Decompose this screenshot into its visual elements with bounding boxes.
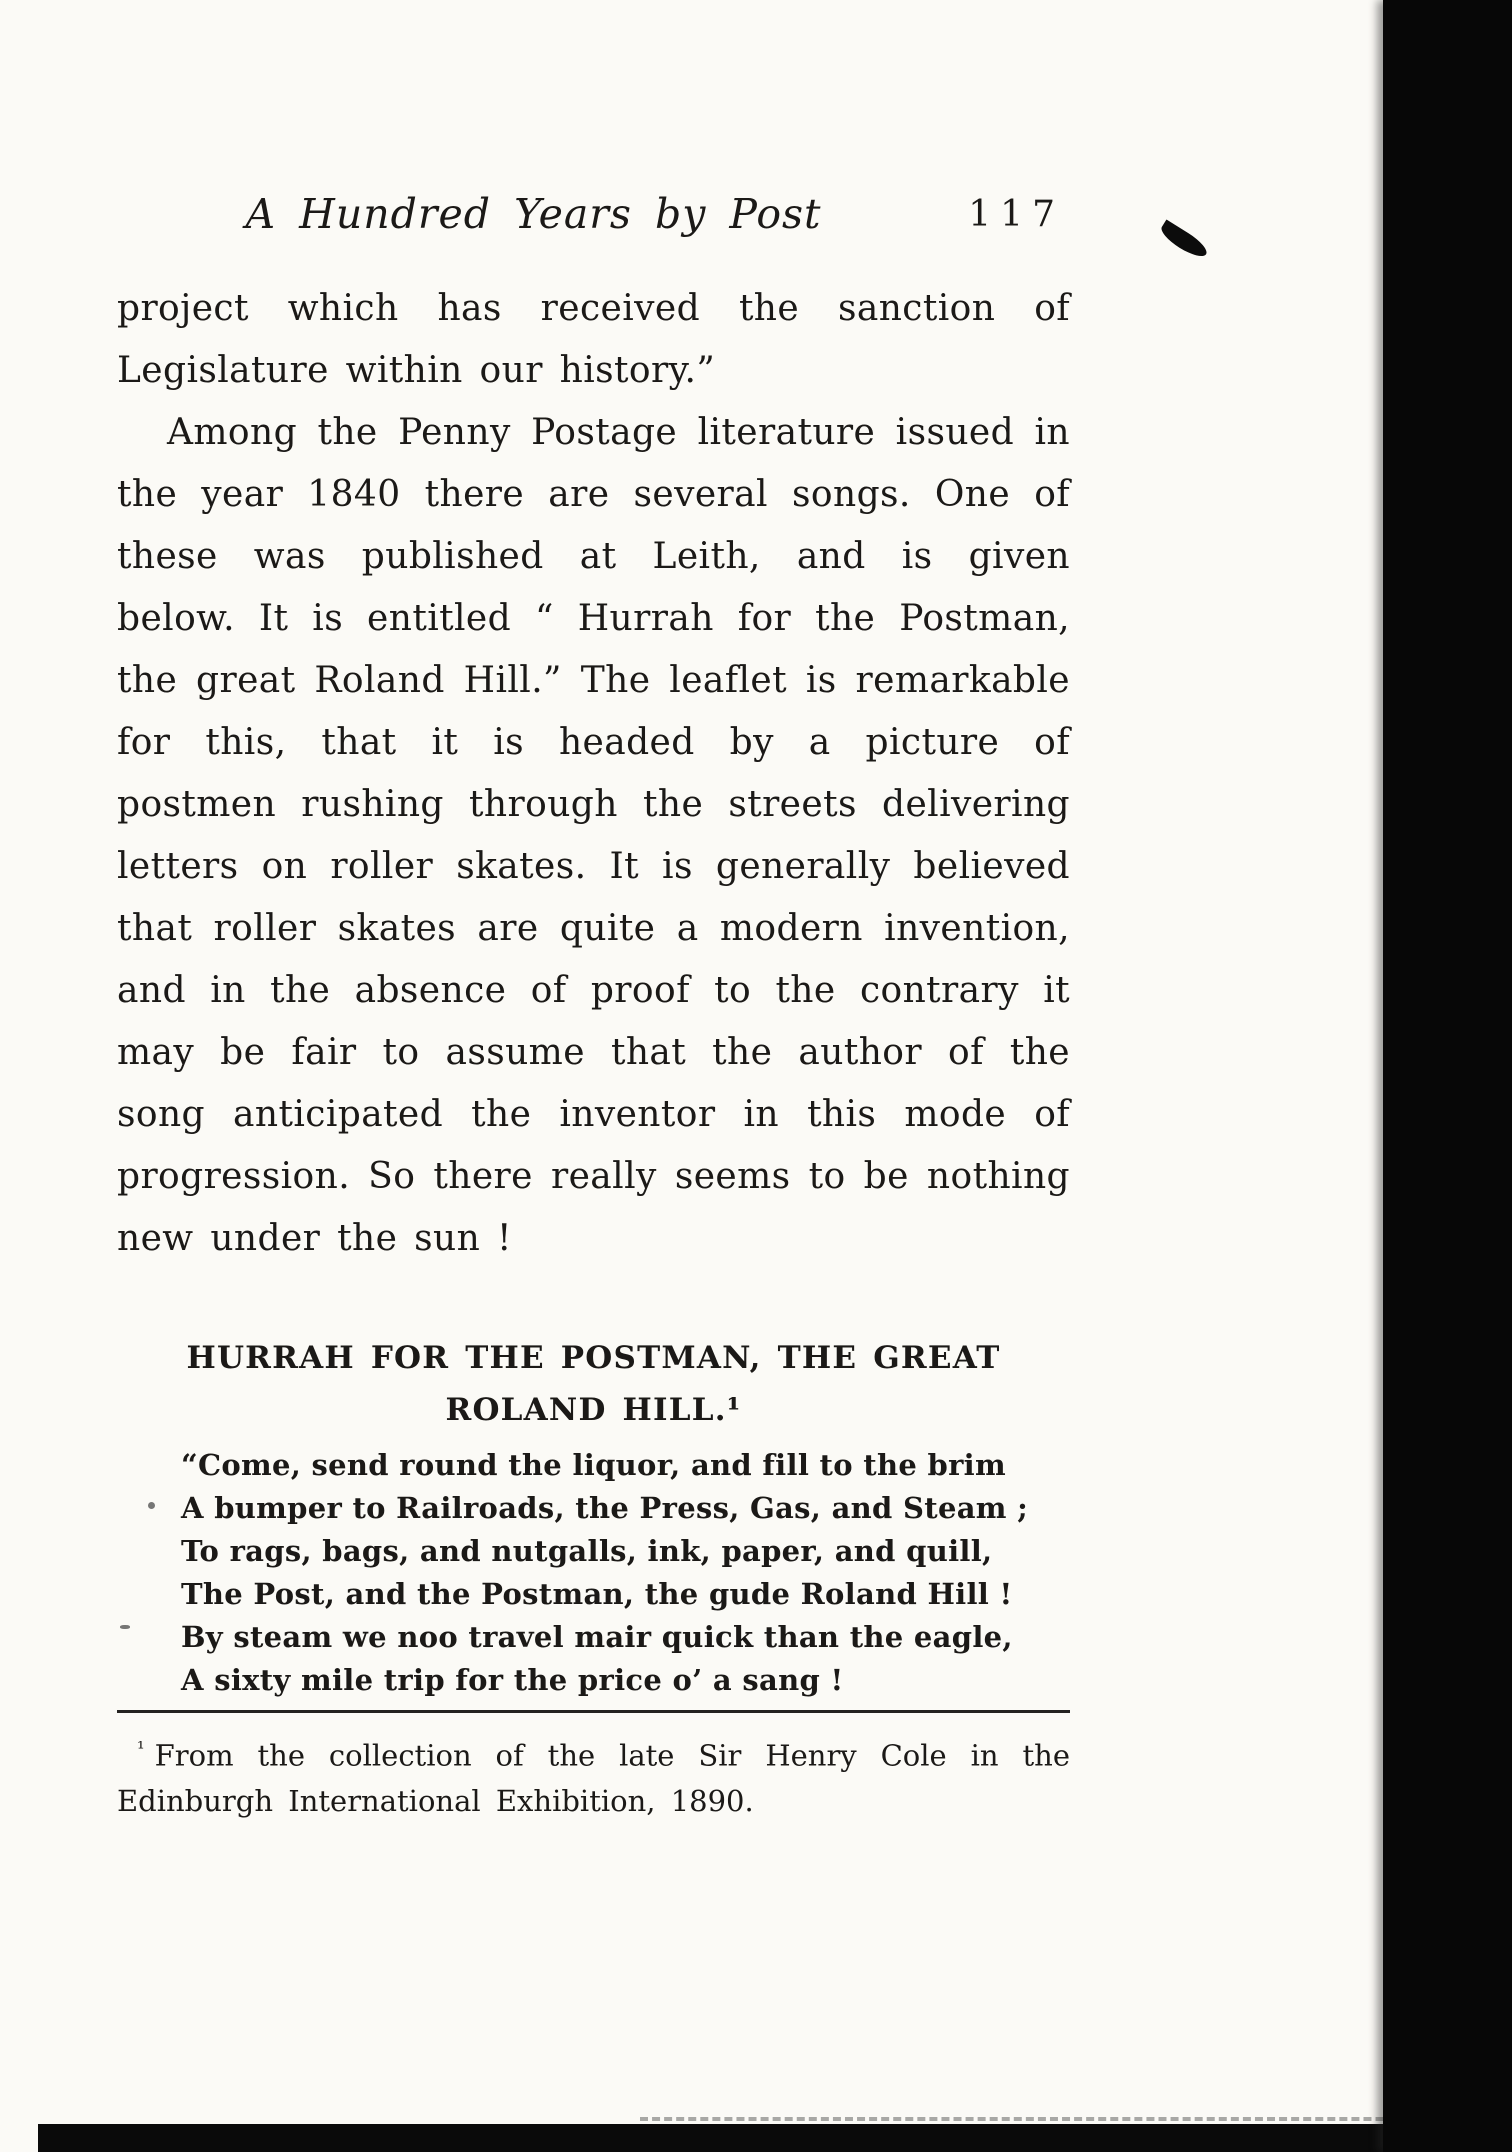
ink-blot-mark xyxy=(1157,220,1210,262)
song-heading xyxy=(117,1332,1070,1436)
song-heading-line-2: ROLAND HILL.¹ xyxy=(445,1392,742,1428)
scan-edge-right xyxy=(1383,0,1512,2152)
verse-line: By steam we noo travel mair quick than the eagle, xyxy=(181,1620,1013,1654)
verse-line: The Post, and the Postman, the gude Roland Hill ! xyxy=(181,1577,1013,1611)
footnote-marker: ¹ xyxy=(137,1738,145,1760)
footnote-text: From the collection of the late Sir Henry Cole in the Edinburgh International Exhibition, 1890. xyxy=(117,1738,1070,1818)
song-heading-line-1: HURRAH FOR THE POSTMAN, THE GREAT xyxy=(186,1340,1001,1376)
page-header xyxy=(117,190,1070,252)
body-paragraph: project which has received the sanction of Legislature within our history.” xyxy=(117,288,1070,391)
scan-edge-dashes xyxy=(640,2117,1480,2121)
verse-line: A bumper to Railroads, the Press, Gas, and Steam ; xyxy=(181,1491,1029,1525)
footnote xyxy=(117,1727,1070,1824)
song-verse xyxy=(117,1444,1070,1702)
footnote-rule xyxy=(117,1710,1070,1713)
page-number: 117 xyxy=(968,194,1064,235)
body-paragraph: Among the Penny Postage literature issued in the year 1840 there are several songs. One of these was published at Leith, and is given below. It is entitled “ Hurrah for the Postman, the great Roland Hill.” The leaflet is remarkable for this, that it is headed by a picture of postmen rushing through the streets delivering letters on roller skates. It is generally believed that roller skates are quite a modern invention, and in the absence of proof to the contrary it may be fair to assume that the author of the song anticipated the inventor in this mode of progression. So there really seems to be nothing new under the sun ! xyxy=(117,412,1070,1259)
verse-line: To rags, bags, and nutgalls, ink, paper, and quill, xyxy=(181,1534,993,1568)
text-column xyxy=(117,278,1070,1824)
verse-line: “Come, send round the liquor, and fill to the brim xyxy=(181,1448,1006,1482)
scan-edge-bottom xyxy=(38,2124,1512,2152)
verse-line: A sixty mile trip for the price o’ a sang ! xyxy=(181,1663,844,1697)
running-title: A Hundred Years by Post xyxy=(245,190,822,238)
